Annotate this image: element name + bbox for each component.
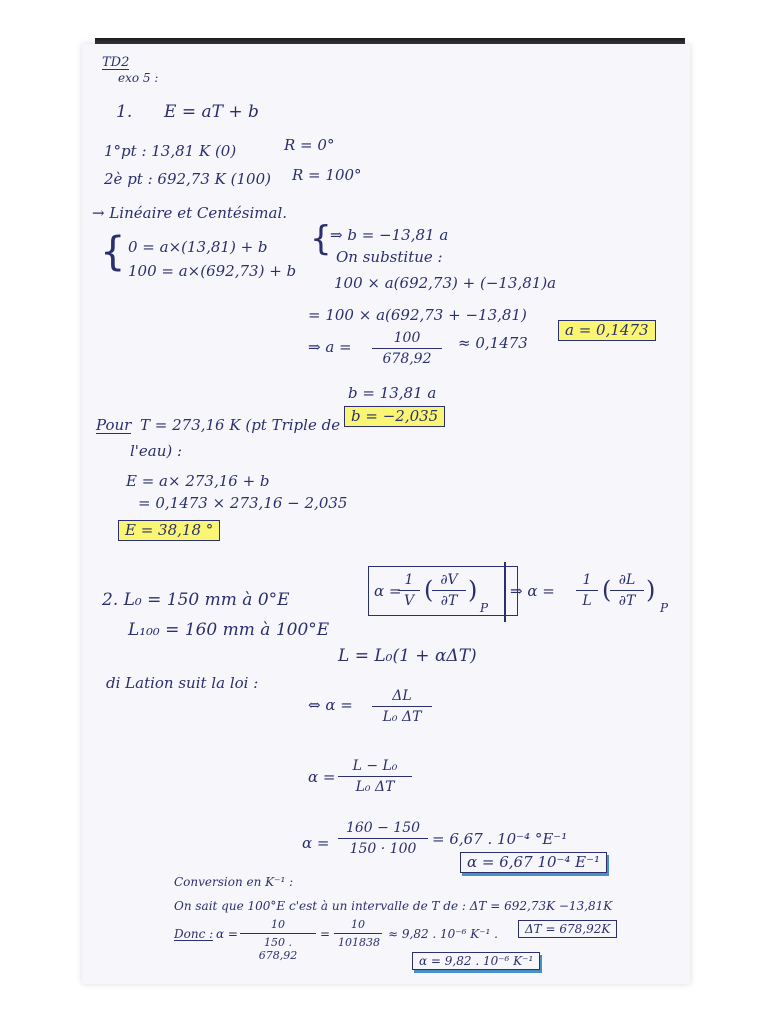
q2-donc: Donc : [174,927,214,941]
alpha-l-l: L [576,590,598,609]
system-brace-right: { [310,219,332,259]
header-td: TD2 [102,55,130,70]
q1-eau: l'eau) : [130,442,183,460]
q1-pt1: 1°pt : 13,81 K (0) [104,142,237,160]
q1-pt1-r: R = 0° [284,136,335,154]
a-result-highlight: a = 0,1473 [558,320,656,341]
q2-law: L = L₀(1 + αΔT) [338,646,477,666]
q2-l0: 2. L₀ = 150 mm à 0°E [102,590,290,610]
alpha-k-box: α = 9,82 . 10⁻⁶ K⁻¹ [412,952,540,970]
q2-f1-num: ΔL [392,688,412,704]
q2-dilation: di Lation suit la loi : [106,674,259,692]
q2-on-sait: On sait que 100°E c'est à un intervalle de T de : ΔT = 692,73K −13,81K [174,899,613,913]
alpha-def-dt: ∂T [432,590,466,609]
q1-pt2: 2è pt : 692,73 K (100) [104,170,271,188]
q2-conversion: Conversion en K⁻¹ : [174,875,294,889]
alpha-l-paren-open: ( [602,576,612,604]
q1-pt2-r: R = 100° [292,166,362,184]
q2-f3-fraction [338,820,428,857]
header-exo: exo 5 : [118,71,159,85]
q1-e1: E = a× 273,16 + b [126,472,270,490]
q2-f3-pre: α = [302,834,330,852]
q2-f2-pre: α = [308,768,336,786]
q1-pour-rest: T = 273,16 K (pt Triple de [140,416,341,434]
alpha-imp: ⇒ α = [510,582,555,600]
dt-box: ΔT = 678,92K [518,920,617,938]
alpha-def-paren-close: ) [468,576,478,604]
q2-d-approx: ≈ 9,82 . 10⁻⁶ K⁻¹ . [388,927,498,941]
q2-d-fraction1 [240,918,316,962]
q2-d-num1: 10 [271,918,285,931]
system-brace-left: { [100,229,126,275]
q1-equation: E = aT + b [164,102,259,122]
q2-f2-num: L − L₀ [352,758,398,774]
q2-f3-result: = 6,67 . 10⁻⁴ °E⁻¹ [432,830,568,848]
alpha-def-coef [398,572,420,609]
alpha-l-dl: ∂L [618,572,636,588]
q1-pour: Pour [96,416,132,434]
q1-step3-num: 100 [393,330,421,346]
alpha-e-box: α = 6,67 10⁻⁴ E⁻¹ [460,852,607,873]
q2-d-den2: 101838 [334,933,382,949]
q2-f1-den: L₀ ΔT [372,706,432,725]
q1-sys2: 100 = a×(692,73) + b [128,262,297,280]
q2-f3-num: 160 − 150 [345,820,421,836]
alpha-def-dv: ∂V [440,572,458,588]
q2-f1-fraction [372,688,432,725]
q2-d-num2: 10 [351,918,365,931]
q1-step3-fraction [372,330,442,367]
alpha-def-paren-open: ( [424,576,434,604]
q1-sol1: ⇒ b = −13,81 a [330,226,449,244]
alpha-l-derivative [610,572,644,609]
q1-linear: → Linéaire et Centésimal. [92,204,288,222]
q1-sol2: On substitue : [336,248,443,266]
alpha-l-dt: ∂T [610,590,644,609]
q1-e2: = 0,1473 × 273,16 − 2,035 [138,494,348,512]
alpha-def-one: 1 [404,572,414,588]
b-result-highlight: b = −2,035 [344,406,445,427]
q2-f2-den: L₀ ΔT [338,776,412,795]
alpha-l-sub: P [660,601,669,615]
alpha-def-derivative [432,572,466,609]
e-result-highlight: E = 38,18 ° [118,520,220,541]
q1-sys1: 0 = a×(13,81) + b [128,238,268,256]
alpha-def-v: V [398,590,420,609]
alpha-l-one: 1 [582,572,592,588]
q1-number: 1. [116,102,133,122]
q2-f2-fraction [338,758,412,795]
alpha-l-paren-close: ) [646,576,656,604]
alpha-def-sub: P [480,601,489,615]
notebook-page [82,44,690,984]
q1-step1: 100 × a(692,73) + (−13,81)a [334,274,557,292]
q2-f3-den: 150 · 100 [338,838,428,857]
q1-step2: = 100 × a(692,73 + −13,81) [308,306,527,324]
q1-b-eq: b = 13,81 a [348,384,437,402]
alpha-def-pre: α = [374,582,402,600]
q1-step3-approx: ≈ 0,1473 [458,334,528,352]
q1-step3-pre: ⇒ a = [308,338,352,356]
separator-bar [504,562,506,622]
q2-f1-pre: ⇔ α = [308,696,353,714]
q2-l100: L₁₀₀ = 160 mm à 100°E [128,620,330,640]
alpha-l-coef [576,572,598,609]
q2-d-den1: 150 . 678,92 [240,933,316,962]
q2-d-eq: = [320,927,331,941]
q2-d-fraction2 [334,918,382,949]
q2-d-pre: α = [216,927,238,941]
q1-step3-den: 678,92 [372,348,442,367]
